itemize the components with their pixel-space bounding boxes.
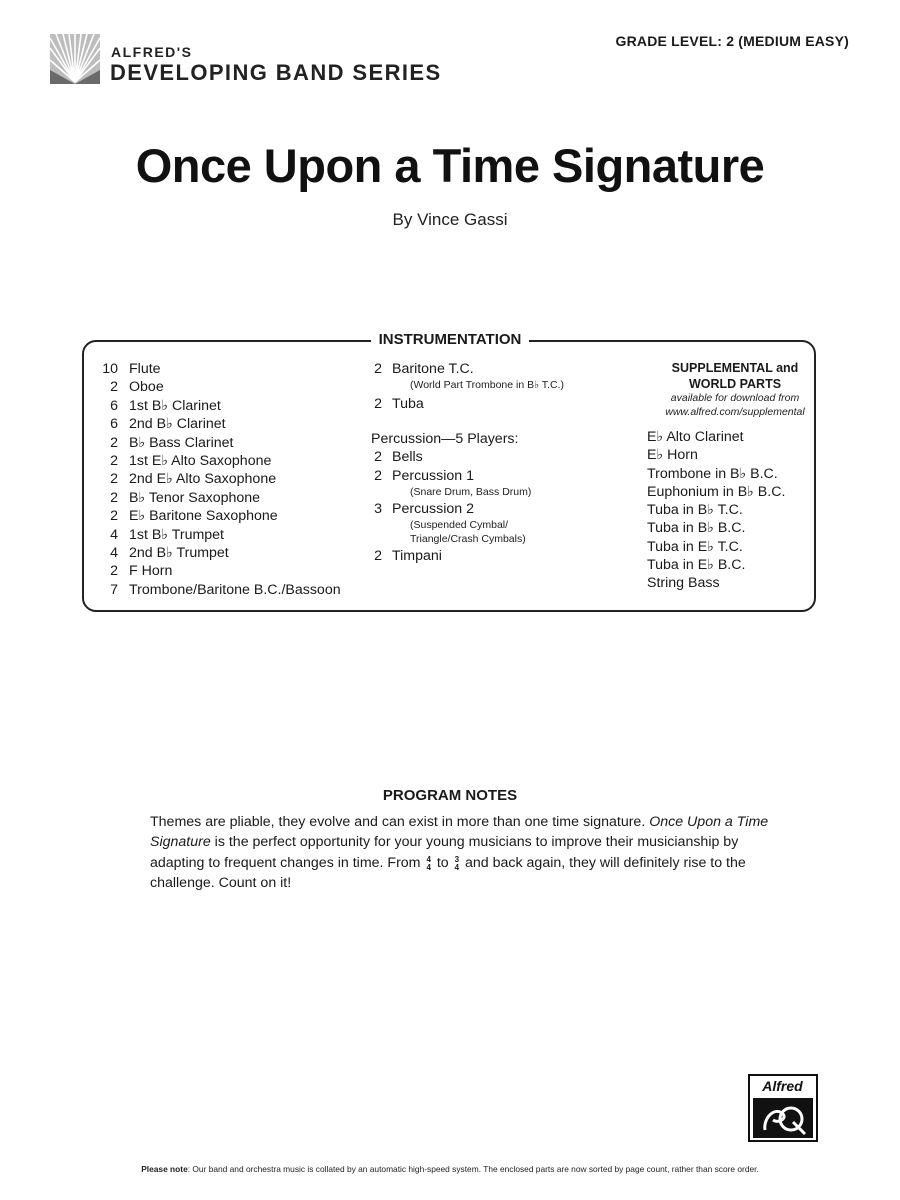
instrument-name: Bells (392, 449, 423, 466)
instrument-name: Tuba (392, 396, 424, 413)
instrument-count: 2 (110, 379, 118, 396)
instrument-count: 2 (374, 467, 382, 484)
instrument-name: 2nd E♭ Alto Saxophone (129, 471, 277, 488)
footer-note (0, 1164, 900, 1174)
footer-label: Please note (141, 1164, 188, 1174)
program-notes-part: and back again, they will definitely rise to the challenge. Count on it! (150, 854, 746, 892)
ts-numerator: 4 (426, 855, 431, 865)
instrument-row (90, 415, 341, 433)
ts-denominator: 4 (426, 862, 431, 872)
supplemental-title (640, 360, 830, 392)
instrument-row (90, 544, 341, 562)
supplemental-subtitle (640, 392, 830, 419)
instrument-row (360, 448, 564, 466)
piece-title: Once Upon a Time Signature (135, 139, 765, 192)
instrument-name: Percussion 2 (392, 500, 475, 517)
footer-text: : Our band and orchestra music is collated by an automatic high-speed system. The enclosed parts are now sorted by page count, rather than score order. (187, 1164, 759, 1174)
supplemental-link[interactable]: www.alfred.com/supplemental (665, 405, 805, 418)
supplemental-title-line1: SUPPLEMENTAL and (671, 361, 799, 375)
supplemental-part: Tuba in B♭ B.C. (647, 520, 746, 537)
supplemental-list (640, 428, 830, 593)
ts-numerator: 3 (454, 855, 460, 865)
instrument-count: 2 (374, 548, 382, 565)
instrument-name: B♭ Tenor Saxophone (129, 489, 261, 506)
instrument-row (90, 489, 341, 507)
supplemental-part: String Bass (647, 575, 720, 592)
instrument-count: 4 (110, 526, 118, 543)
program-notes-part: is the perfect opportunity for your young musicians to improve their musicianship by adapting to frequent changes in time. From (150, 834, 739, 871)
instrument-count: 2 (374, 449, 382, 466)
supplemental-part: Euphonium in B♭ B.C. (647, 483, 786, 500)
instrument-name: Flute (129, 361, 161, 377)
instrument-count: 2 (110, 563, 118, 580)
instrument-count: 2 (374, 361, 382, 377)
supplemental-part: E♭ Alto Clarinet (647, 429, 744, 445)
series-name-line1: ALFRED'S (111, 44, 193, 60)
time-signature-4-4 (426, 856, 430, 871)
instrument-row (360, 360, 564, 378)
instrument-row (90, 360, 341, 378)
instrument-name: 2nd B♭ Trumpet (129, 544, 229, 561)
instrument-row (90, 470, 341, 488)
program-notes-part: to (432, 854, 453, 871)
instrument-name: 2nd B♭ Clarinet (129, 416, 226, 433)
supplemental-parts (640, 360, 830, 593)
supplemental-part: Tuba in B♭ T.C. (647, 502, 743, 519)
program-notes-part: Themes are pliable, they evolve and can exist in more than one time signature. (150, 814, 650, 830)
instrument-count: 2 (110, 471, 118, 488)
grade-level: GRADE LEVEL: 2 (MEDIUM EASY) (615, 33, 849, 49)
instrument-row (360, 500, 564, 518)
instrument-name: Timpani (392, 548, 442, 565)
instrument-row (360, 547, 564, 565)
instrument-row (90, 452, 341, 470)
instrument-name: Percussion 1 (392, 467, 475, 484)
instrument-count: 10 (102, 361, 118, 377)
instrument-note: (Snare Drum, Bass Drum) (410, 485, 532, 498)
instrument-row (90, 562, 341, 580)
instrument-count: 6 (110, 397, 118, 414)
sunburst-logo-icon (50, 34, 100, 84)
supplemental-part: E♭ Horn (647, 447, 698, 464)
instrument-count: 2 (110, 508, 118, 525)
series-name-line2: DEVELOPING BAND SERIES (110, 60, 442, 85)
publisher-emblem-icon (753, 1098, 813, 1138)
instrument-row (90, 526, 341, 544)
instrument-row (360, 395, 564, 413)
instrument-note: (Suspended Cymbal/ (410, 519, 509, 532)
instrument-row (90, 581, 341, 599)
instrument-count: 2 (110, 489, 118, 506)
ts-denominator: 4 (454, 862, 460, 872)
instrument-count: 2 (374, 396, 382, 413)
instrument-count: 4 (110, 544, 118, 561)
instrument-name: E♭ Baritone Saxophone (129, 508, 278, 525)
instrument-name: Baritone T.C. (392, 361, 474, 377)
supplemental-title-line2: WORLD PARTS (688, 377, 782, 391)
instrument-name: 1st B♭ Clarinet (129, 397, 221, 414)
instrument-name: 1st B♭ Trumpet (129, 526, 225, 543)
composer-byline: By Vince Gassi (392, 210, 508, 229)
series-logo (50, 34, 530, 86)
supplemental-part: Trombone in B♭ B.C. (647, 465, 778, 482)
instrument-count: 6 (110, 416, 118, 433)
instrument-name: B♭ Bass Clarinet (129, 434, 234, 451)
program-notes-heading: PROGRAM NOTES (382, 787, 518, 804)
program-notes-text (150, 812, 770, 894)
instrument-list-column-2 (360, 360, 564, 566)
instrument-count: 7 (110, 581, 118, 598)
instrumentation-heading-text: INSTRUMENTATION (371, 331, 530, 348)
supplemental-subtitle-line1: available for download from (670, 392, 800, 404)
publisher-logo (748, 1074, 818, 1142)
instrument-count: 2 (110, 434, 118, 451)
instrument-row (90, 507, 341, 525)
instrument-note: (World Part Trombone in B♭ T.C.) (410, 379, 564, 392)
instrument-note: Triangle/Crash Cymbals) (410, 533, 526, 546)
time-signature-3-4 (455, 856, 459, 871)
instrument-row (90, 397, 341, 415)
publisher-name: Alfred (762, 1078, 803, 1094)
program-notes-title-italic: Once Upon a Time Signature (150, 814, 769, 851)
instrument-name: Oboe (129, 379, 164, 396)
instrument-name: Trombone/Baritone B.C./Bassoon (129, 581, 341, 598)
supplemental-part: Tuba in E♭ T.C. (647, 538, 743, 555)
instrument-row (90, 434, 341, 452)
instrument-row (360, 467, 564, 485)
instrument-name: F Horn (129, 563, 173, 580)
instrument-count: 3 (374, 500, 382, 517)
instrument-count: 2 (110, 452, 118, 469)
instrumentation-heading (0, 331, 900, 349)
instrument-list-column-1 (90, 360, 341, 599)
instrument-name: 1st E♭ Alto Saxophone (129, 452, 272, 469)
instrument-row (90, 378, 341, 396)
percussion-heading: Percussion—5 Players: (371, 430, 519, 447)
supplemental-part: Tuba in E♭ B.C. (647, 557, 746, 574)
